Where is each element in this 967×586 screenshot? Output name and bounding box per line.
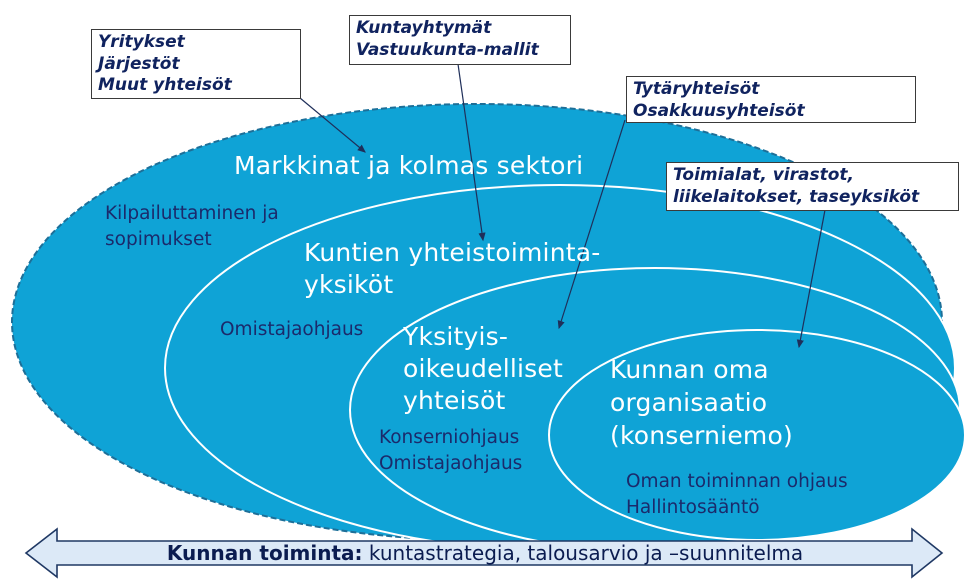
private-title-line2: oikeudelliset [403,354,563,383]
private-control-line2: Omistajaohjaus [379,453,523,474]
own-title-line3: (konserniemo) [610,421,793,450]
market-title: Markkinat ja kolmas sektori [234,151,584,180]
callout-units [666,162,959,211]
market-control-line2: sopimukset [105,229,212,250]
private-title-line3: yhteisöt [403,386,506,415]
bottom-bar-label: Kunnan toiminta: [166,541,363,565]
bottom-bar-text [40,538,930,568]
joint-title-line2: yksiköt [304,270,394,299]
callout-federations [349,15,571,65]
callout-companies-line1: Yritykset [98,32,185,52]
bottom-bar-description: kuntastrategia, talousarvio ja –suunnitelma [362,541,804,565]
callout-subsidiaries-line2: Osakkuusyhteisöt [633,100,805,121]
callout-companies-line3: Muut yhteisöt [98,75,232,95]
market-control-line1: Kilpailuttaminen ja [105,203,279,224]
joint-title-line1: Kuntien yhteistoiminta- [304,238,601,267]
callout-federations-line2: Vastuukunta-mallit [356,39,539,60]
private-control-line1: Konserniohjaus [379,427,520,448]
callout-companies-line2: Järjestöt [98,53,180,74]
callout-subsidiaries [626,76,916,123]
private-title-line1: Yksityis- [403,322,509,351]
own-control-line1: Oman toiminnan ohjaus [626,471,848,492]
own-title-line1: Kunnan oma [610,355,769,384]
own-title-line2: organisaatio [610,388,768,417]
joint-control: Omistajaohjaus [220,319,364,340]
callout-federations-line1: Kuntayhtymät [356,18,492,38]
callout-units-line1: Toimialat, virastot, [673,165,854,185]
callout-companies [91,29,301,99]
callout-subsidiaries-line1: Tytäryhteisöt [633,79,760,99]
callout-units-line2: liikelaitokset, taseyksiköt [673,186,920,207]
own-control-line2: Hallintosääntö [626,497,760,518]
